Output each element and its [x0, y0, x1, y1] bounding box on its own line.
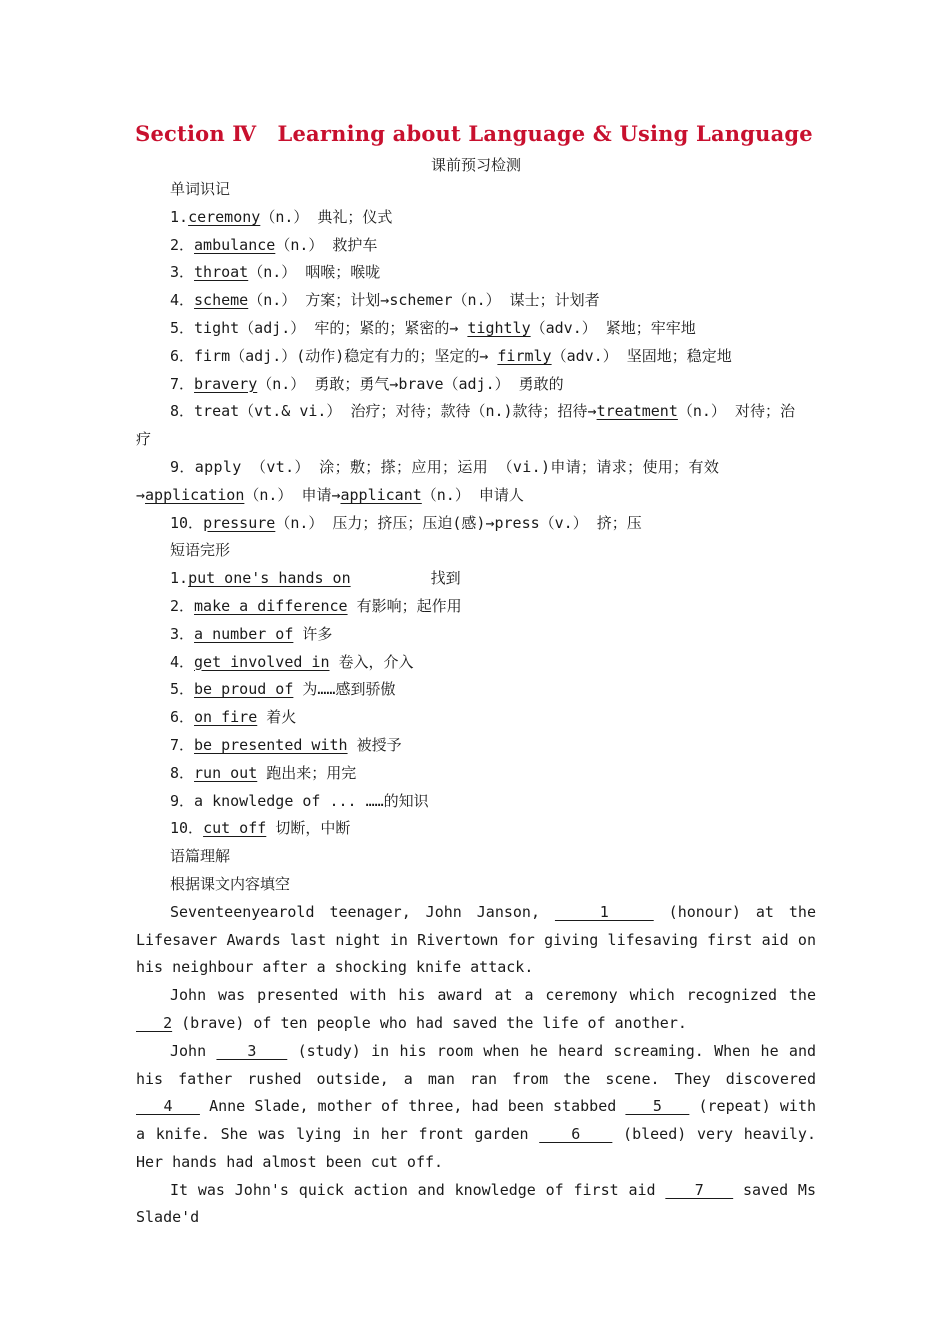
word-item-8: 8．treat（vt.& vi.） 治疗；对待；款待（n.)款待；招待→treatment（n.） 对待；治: [170, 402, 795, 421]
document-page: [136, 118, 816, 1232]
section-heading-text: 语篇理解: [170, 847, 231, 866]
instruction: 根据课文内容填空: [170, 874, 291, 893]
answer-phrase: on fire: [194, 708, 258, 727]
word-item-7: 7．bravery（n.） 勇敢；勇气→brave（adj.） 勇敢的: [170, 374, 564, 393]
word-item-8-wrap: 疗: [136, 430, 152, 449]
answer-phrase: a number of: [194, 624, 294, 643]
answer-word: ceremony: [188, 207, 261, 226]
answer-word: applicant: [340, 485, 422, 504]
answer-word: scheme: [194, 291, 249, 310]
word-item-2: 2．ambulance（n.） 救护车: [170, 235, 378, 254]
word-item-5: 5．tight（adj.） 牢的；紧的；紧密的→ tightly（adv.） 紧地；牢牢地: [170, 318, 696, 337]
blank-7: 7: [665, 1180, 734, 1199]
phrase-item-8: 8．run out 跑出来；用完: [170, 763, 357, 782]
phrase-list: [136, 593, 816, 788]
answer-word: throat: [194, 263, 249, 282]
blank-5: 5: [625, 1097, 690, 1116]
answer-phrase: be presented with: [194, 735, 348, 754]
blank-4: 4: [136, 1097, 200, 1116]
section-heading-words: 单词识记: [170, 180, 231, 198]
word-list: [136, 204, 816, 399]
answer-phrase: be proud of: [194, 680, 294, 699]
page-subtitle: 课前预习检测: [430, 156, 521, 174]
phrase-item-10: 10．cut off 切断，中断: [170, 819, 351, 838]
phrase-item-5: 5．be proud of 为……感到骄傲: [170, 680, 396, 699]
section-heading-phrases: 短语完形: [170, 541, 231, 560]
word-item-9: 9．apply （vt.） 涂；敷；搽；应用；运用 （vi.)申请；请求；使用；有效: [170, 457, 720, 476]
phrase-item-1: 1.put one's hands on 找到: [170, 569, 461, 588]
blank-2: 2: [136, 1013, 173, 1032]
passage-paragraph-4: It was John's quick action and knowledge of first aid 7 saved Ms Slade'd: [136, 1180, 816, 1227]
answer-phrase: run out: [194, 763, 258, 782]
answer-word: tightly: [467, 318, 531, 337]
answer-phrase: get involved in: [194, 652, 330, 671]
answer-word: bravery: [194, 374, 258, 393]
answer-word: treatment: [596, 402, 678, 421]
word-item-3: 3．throat（n.） 咽喉；喉咙: [170, 263, 381, 282]
blank-1: 1: [554, 902, 654, 921]
answer-phrase: make a difference: [194, 596, 348, 615]
word-item-1: 1.ceremony（n.） 典礼；仪式: [170, 207, 393, 226]
answer-phrase: cut off: [203, 819, 267, 838]
word-item-10: 10．pressure（n.） 压力；挤压；压迫(感)→press（v.） 挤；压: [170, 513, 642, 532]
phrase-item-6: 6．on fire 着火: [170, 708, 297, 727]
passage-paragraph-3: John 3 (study) in his room when he heard screaming. When he and his father rushed outside, a man ran from the scene. They discovered 4 Anne Slade, mother of three, had been stabbed 5 (repeat) with a knife. She was lying in her front garden 6 (bleed) very heavily. Her hands had almost been cut off.: [136, 1041, 817, 1171]
blank-3: 3: [216, 1041, 288, 1060]
page-title: Section Ⅳ Learning about Language & Using Language: [135, 121, 813, 146]
answer-word: application: [145, 485, 245, 504]
phrase-item-7: 7．be presented with 被授予: [170, 735, 402, 754]
answer-phrase: put one's hands on: [188, 569, 351, 588]
answer-word: pressure: [203, 513, 276, 532]
phrase-item-3: 3．a number of 许多: [170, 624, 333, 643]
answer-word: firmly: [497, 346, 552, 365]
passage-paragraph-1: Seventeenyearold teenager, John Janson, 1 (honour) at the Lifesaver Awards last night in Rivertown for giving lifesaving first aid on his neighbour after a shocking knife attack.: [136, 902, 816, 977]
word-item-6: 6．firm（adj.）(动作)稳定有力的；坚定的→ firmly（adv.） 坚固地；稳定地: [170, 346, 732, 365]
passage-paragraph-2: John was presented with his award at a ceremony which recognized the 2 (brave) of ten people who had saved the life of another.: [136, 986, 816, 1032]
phrase-item-9: 9．a knowledge of ... ……的知识: [170, 791, 429, 810]
phrase-item-4: 4．get involved in 卷入，介入: [170, 652, 414, 671]
word-item-4: 4．scheme（n.） 方案；计划→schemer（n.） 谋士；计划者: [170, 291, 600, 310]
answer-word: ambulance: [194, 235, 276, 254]
word-item-9-wrap: →application（n.） 申请→applicant（n.） 申请人: [136, 485, 524, 504]
blank-6: 6: [539, 1125, 613, 1144]
phrase-item-2: 2．make a difference 有影响；起作用: [170, 596, 462, 615]
